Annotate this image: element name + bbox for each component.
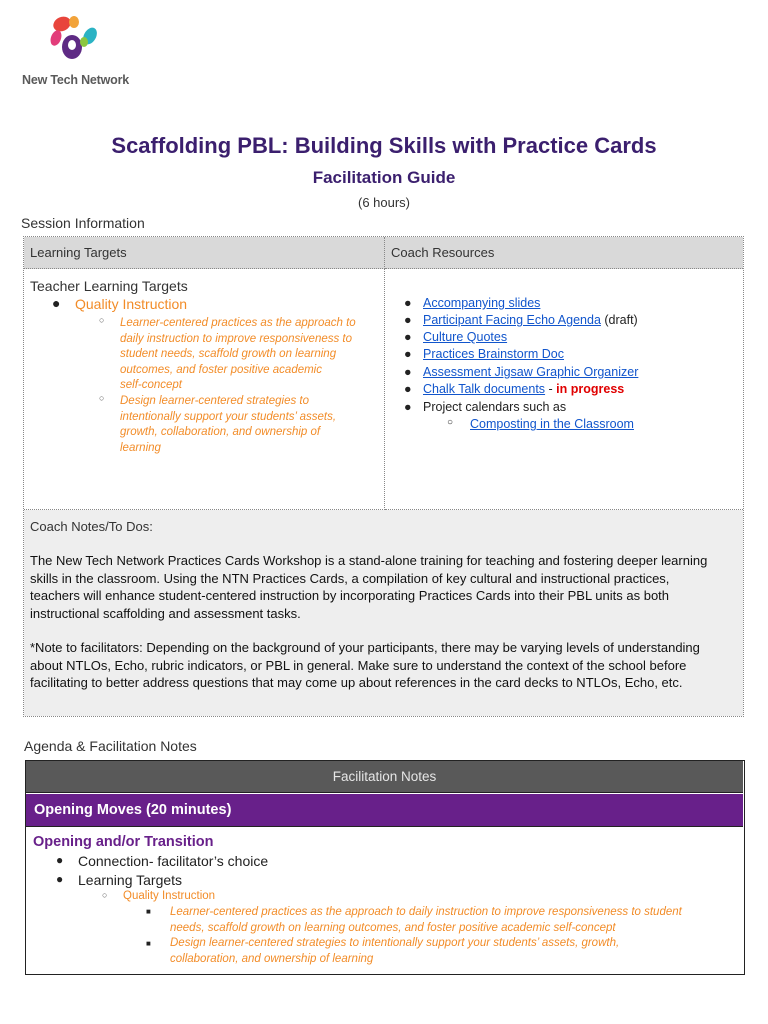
resource-item: ● Practices Brainstorm Doc (404, 347, 565, 361)
document-title: Scaffolding PBL: Building Skills with Practice Cards (111, 133, 657, 158)
duration-text: (6 hours) (357, 195, 411, 210)
learning-targets-header (24, 237, 385, 269)
coach-notes-cell (24, 510, 743, 716)
opening-transition-title: Opening and/or Transition (33, 834, 214, 850)
logo-text: New Tech Network (22, 73, 130, 87)
chalk-talk-link[interactable]: Chalk Talk documents (423, 382, 546, 396)
teacher-learning-targets-heading: Teacher Learning Targets (30, 278, 188, 294)
bullet-dot: ● (52, 295, 61, 311)
logo (22, 14, 132, 90)
session-information-table (23, 236, 744, 717)
quality-instruction-item: Quality Instruction (75, 296, 188, 312)
in-progress-status: in progress (556, 382, 625, 396)
learning-targets-item: Learning Targets (78, 872, 183, 888)
resource-item: ● Assessment Jigsaw Graphic Organizer (404, 365, 639, 379)
session-information-heading: Session Information (21, 215, 145, 231)
agenda-target-2: Design learner-centered strategies to intentionally support your students’ assets, growth, collaboration, and ownership of learning (170, 937, 620, 965)
circle-bullet: ○ (102, 890, 108, 900)
echo-agenda-link[interactable]: Participant Facing Echo Agenda (423, 313, 601, 327)
resource-item: ● Participant Facing Echo Agenda (draft) (404, 313, 638, 327)
culture-quotes-link[interactable]: Culture Quotes (423, 330, 508, 344)
resource-item: ● Culture Quotes (404, 330, 508, 344)
coach-resources-header (385, 237, 743, 269)
square-bullet: ■ (146, 907, 151, 916)
learning-target-subitem-2: Design learner-centered strategies to intentionally support your students’ assets, growth, collaboration, and ownership of learning (120, 395, 337, 454)
facilitation-notes-header: Facilitation Notes (26, 761, 743, 793)
new-tech-network-logo-icon (48, 14, 104, 64)
coach-resources-cell (385, 269, 743, 510)
circle-bullet: ○ (99, 315, 105, 325)
agenda-heading: Agenda & Facilitation Notes (24, 738, 197, 754)
opening-moves-bar: Opening Moves (20 minutes) (26, 794, 743, 827)
connection-item: Connection- facilitator’s choice (78, 853, 269, 869)
coach-resources-header-text: Coach Resources (391, 245, 495, 260)
accompanying-slides-link[interactable]: Accompanying slides (423, 296, 541, 310)
quality-instruction-subitem: Quality Instruction (123, 890, 216, 902)
resource-item: ● Project calendars such as (404, 400, 567, 414)
resource-item: ● Chalk Talk documents - in progress (404, 382, 625, 396)
composting-link[interactable]: Composting in the Classroom (470, 417, 634, 431)
circle-bullet: ○ (99, 393, 105, 403)
document-subtitle: Facilitation Guide (312, 168, 456, 187)
project-calendars-text: Project calendars such as (423, 400, 567, 414)
opening-section-body (26, 828, 743, 973)
learning-targets-cell (24, 269, 385, 510)
coach-notes-label: Coach Notes/To Dos: (30, 519, 153, 534)
learning-target-subitem-1: Learner-centered practices as the approach to daily instruction to improve responsiveness to student needs, scaffold growth on learning outcomes, and foster positive academic self-concept (120, 317, 356, 391)
workshop-description-paragraph: The New Tech Network Practices Cards Workshop is a stand-alone training for teaching and fostering deeper learning skills in the classroom. Using the NTN Practices Cards, a compilation of key cultural and instructional practices, teachers will enhance student-centered instruction by incorporating Practices Cards into their PBL units as both instructional scaffolding and assessment tasks. (30, 553, 708, 621)
draft-note: (draft) (600, 313, 638, 327)
learning-targets-header-text: Learning Targets (30, 245, 127, 260)
square-bullet: ■ (146, 939, 151, 948)
practices-brainstorm-link[interactable]: Practices Brainstorm Doc (423, 347, 565, 361)
agenda-table (25, 760, 745, 975)
bullet-dot: ● (56, 872, 64, 886)
assessment-jigsaw-link[interactable]: Assessment Jigsaw Graphic Organizer (423, 365, 639, 379)
resource-item: ● Accompanying slides (404, 296, 541, 310)
agenda-target-1: Learner-centered practices as the approach to daily instruction to improve responsiveness to student needs, scaffold growth on learning outcomes, and foster positive academic self-concept (170, 906, 682, 934)
bullet-dot: ● (56, 853, 64, 867)
separator-text: - (545, 382, 557, 396)
facilitator-note-paragraph: *Note to facilitators: Depending on the background of your participants, there may be varying levels of understanding about NTLOs, Echo, rubric indicators, or PBL in general. Make sure to understand the context of the school before facilitating to better address questions that may come up about references in the card decks to NTLOs, Echo, etc. (30, 640, 700, 690)
resource-subitem: ○ Composting in the Classroom (447, 417, 634, 431)
